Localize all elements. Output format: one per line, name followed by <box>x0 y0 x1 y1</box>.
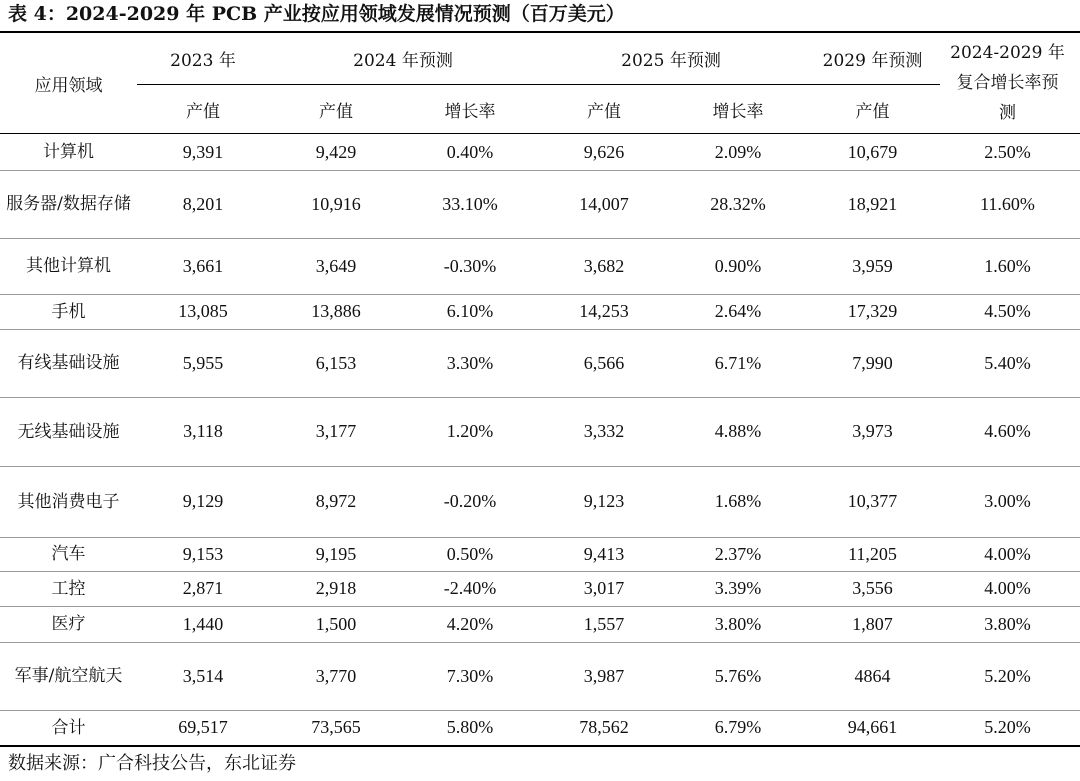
cell-value-2024: 3,649 <box>315 255 357 276</box>
subheader-value: 产值 <box>855 101 890 122</box>
cell-value-2024: 3,770 <box>315 665 357 686</box>
cell-category: 汽车 <box>51 544 86 564</box>
cell-cagr: 4.60% <box>984 421 1031 441</box>
cell-growth-2024: 0.50% <box>446 543 494 564</box>
cell-value-2025: 9,626 <box>583 141 625 162</box>
cell-value-2029: 11,205 <box>848 543 897 564</box>
cell-value-2025: 1,557 <box>583 613 625 634</box>
cell-growth-2024: 4.20% <box>446 613 494 634</box>
source-note: 数据来源：广合科技公告，东北证券 <box>8 753 296 774</box>
cell-cagr: 5.20% <box>984 665 1031 686</box>
cell-cagr: 3.00% <box>984 491 1031 511</box>
cell-value-2023: 69,517 <box>178 717 228 737</box>
cell-cagr: 1.60% <box>984 255 1031 276</box>
cell-value-2024: 9,195 <box>315 543 357 564</box>
cell-value-2029: 10,377 <box>847 491 898 511</box>
cell-growth-2025: 5.76% <box>714 665 762 686</box>
cell-category: 无线基础设施 <box>17 421 120 442</box>
cell-growth-2024: 0.40% <box>446 141 494 162</box>
cell-category: 计算机 <box>43 142 94 162</box>
cell-value-2029: 18,921 <box>847 193 898 214</box>
subheader-value: 产值 <box>587 101 621 122</box>
cell-cagr: 5.40% <box>984 352 1031 373</box>
cell-value-2024: 6,153 <box>315 352 357 373</box>
cell-growth-2024: 7.30% <box>446 665 494 686</box>
cell-value-2024: 2,918 <box>315 578 357 598</box>
cell-value-2029: 7,990 <box>852 352 893 373</box>
subheader-value: 产值 <box>186 101 220 122</box>
cell-growth-2024: 6.10% <box>446 301 494 321</box>
cell-growth-2025: 4.88% <box>714 421 762 441</box>
cell-value-2029: 3,556 <box>852 578 893 598</box>
subheader-value: 产值 <box>319 101 353 122</box>
cell-growth-2024: -0.30% <box>443 255 497 276</box>
cell-cagr: 2.50% <box>984 141 1031 162</box>
cell-value-2025: 14,253 <box>579 301 629 321</box>
cell-value-2029: 4864 <box>854 665 891 686</box>
cell-value-2025: 78,562 <box>579 717 629 737</box>
header-2024: 2024 年预测 <box>353 51 453 71</box>
cell-value-2023: 13,085 <box>178 301 228 321</box>
cell-value-2025: 3,987 <box>583 665 625 686</box>
cell-growth-2025: 1.68% <box>714 491 762 511</box>
cell-value-2025: 3,017 <box>583 578 625 598</box>
cell-category: 医疗 <box>51 614 86 634</box>
cell-value-2029: 10,679 <box>847 141 898 162</box>
cell-value-2024: 3,177 <box>315 421 357 441</box>
cell-value-2025: 3,682 <box>583 255 625 276</box>
cell-growth-2025: 2.09% <box>714 141 762 162</box>
cell-value-2023: 5,955 <box>182 352 224 373</box>
cell-growth-2025: 0.90% <box>714 255 762 276</box>
cell-cagr: 4.00% <box>984 578 1031 598</box>
cell-value-2025: 3,332 <box>583 421 625 441</box>
cell-value-2029: 3,959 <box>852 255 893 276</box>
cell-growth-2025: 3.80% <box>714 613 762 634</box>
cell-value-2023: 9,391 <box>182 141 224 162</box>
cell-value-2029: 3,973 <box>852 421 893 441</box>
cell-value-2023: 8,201 <box>182 193 224 214</box>
cell-cagr: 3.80% <box>984 613 1031 634</box>
table-title: 表 4：2024-2029 年 PCB 产业按应用领域发展情况预测（百万美元） <box>8 3 625 25</box>
cell-value-2024: 13,886 <box>311 301 361 321</box>
cell-category: 合计 <box>51 717 86 738</box>
cell-cagr: 4.00% <box>984 543 1031 564</box>
cell-value-2025: 9,413 <box>583 543 625 564</box>
cell-value-2029: 94,661 <box>847 717 898 737</box>
header-field: 应用领域 <box>34 75 103 96</box>
cell-value-2024: 1,500 <box>315 613 357 634</box>
cell-growth-2024: 5.80% <box>446 717 494 737</box>
cell-value-2024: 10,916 <box>311 193 361 214</box>
cell-category: 服务器/数据存储 <box>6 194 131 214</box>
cell-value-2023: 9,153 <box>182 543 224 564</box>
cell-category: 其他消费电子 <box>17 491 120 512</box>
subheader-growth: 增长率 <box>444 101 496 122</box>
cell-growth-2025: 6.79% <box>714 717 762 737</box>
cell-value-2023: 3,514 <box>182 665 224 686</box>
cell-category: 军事/航空航天 <box>14 666 123 686</box>
cell-growth-2025: 2.37% <box>714 543 762 564</box>
cell-value-2025: 14,007 <box>579 193 629 214</box>
cell-value-2023: 9,129 <box>182 491 224 511</box>
cell-category: 手机 <box>51 301 86 322</box>
header-2029: 2029 年预测 <box>822 51 923 71</box>
cell-growth-2025: 2.64% <box>714 301 762 321</box>
cell-growth-2025: 3.39% <box>714 578 762 598</box>
header-2023: 2023 年 <box>170 51 236 71</box>
cell-cagr: 5.20% <box>984 717 1031 737</box>
cell-value-2029: 1,807 <box>852 613 893 634</box>
cell-value-2024: 9,429 <box>315 141 357 162</box>
bottom-rule <box>0 745 1080 747</box>
cell-value-2023: 3,661 <box>182 255 224 276</box>
cell-value-2029: 17,329 <box>847 301 898 321</box>
cell-value-2024: 8,972 <box>315 491 357 511</box>
subheader-growth: 增长率 <box>712 101 764 122</box>
cell-growth-2025: 28.32% <box>710 193 766 214</box>
cell-growth-2024: 33.10% <box>442 193 498 214</box>
header-cagr: 2024-2029 年复合增长率预测 <box>950 43 1065 123</box>
cell-value-2025: 9,123 <box>583 491 625 511</box>
cell-value-2024: 73,565 <box>311 717 361 737</box>
cell-category: 工控 <box>51 578 86 599</box>
cell-cagr: 4.50% <box>984 301 1031 321</box>
cell-value-2023: 3,118 <box>183 421 223 441</box>
cell-value-2023: 1,440 <box>182 613 224 634</box>
cell-growth-2024: 1.20% <box>446 421 494 441</box>
cell-cagr: 11.60% <box>980 193 1035 214</box>
cell-value-2025: 6,566 <box>583 352 625 373</box>
cell-growth-2024: 3.30% <box>446 352 494 373</box>
header-2025: 2025 年预测 <box>621 51 721 71</box>
cell-value-2023: 2,871 <box>182 578 224 598</box>
cell-growth-2024: -2.40% <box>443 578 497 598</box>
cell-growth-2025: 6.71% <box>714 352 762 373</box>
cell-category: 有线基础设施 <box>17 353 120 373</box>
cell-category: 其他计算机 <box>26 256 111 276</box>
cell-growth-2024: -0.20% <box>443 491 497 511</box>
